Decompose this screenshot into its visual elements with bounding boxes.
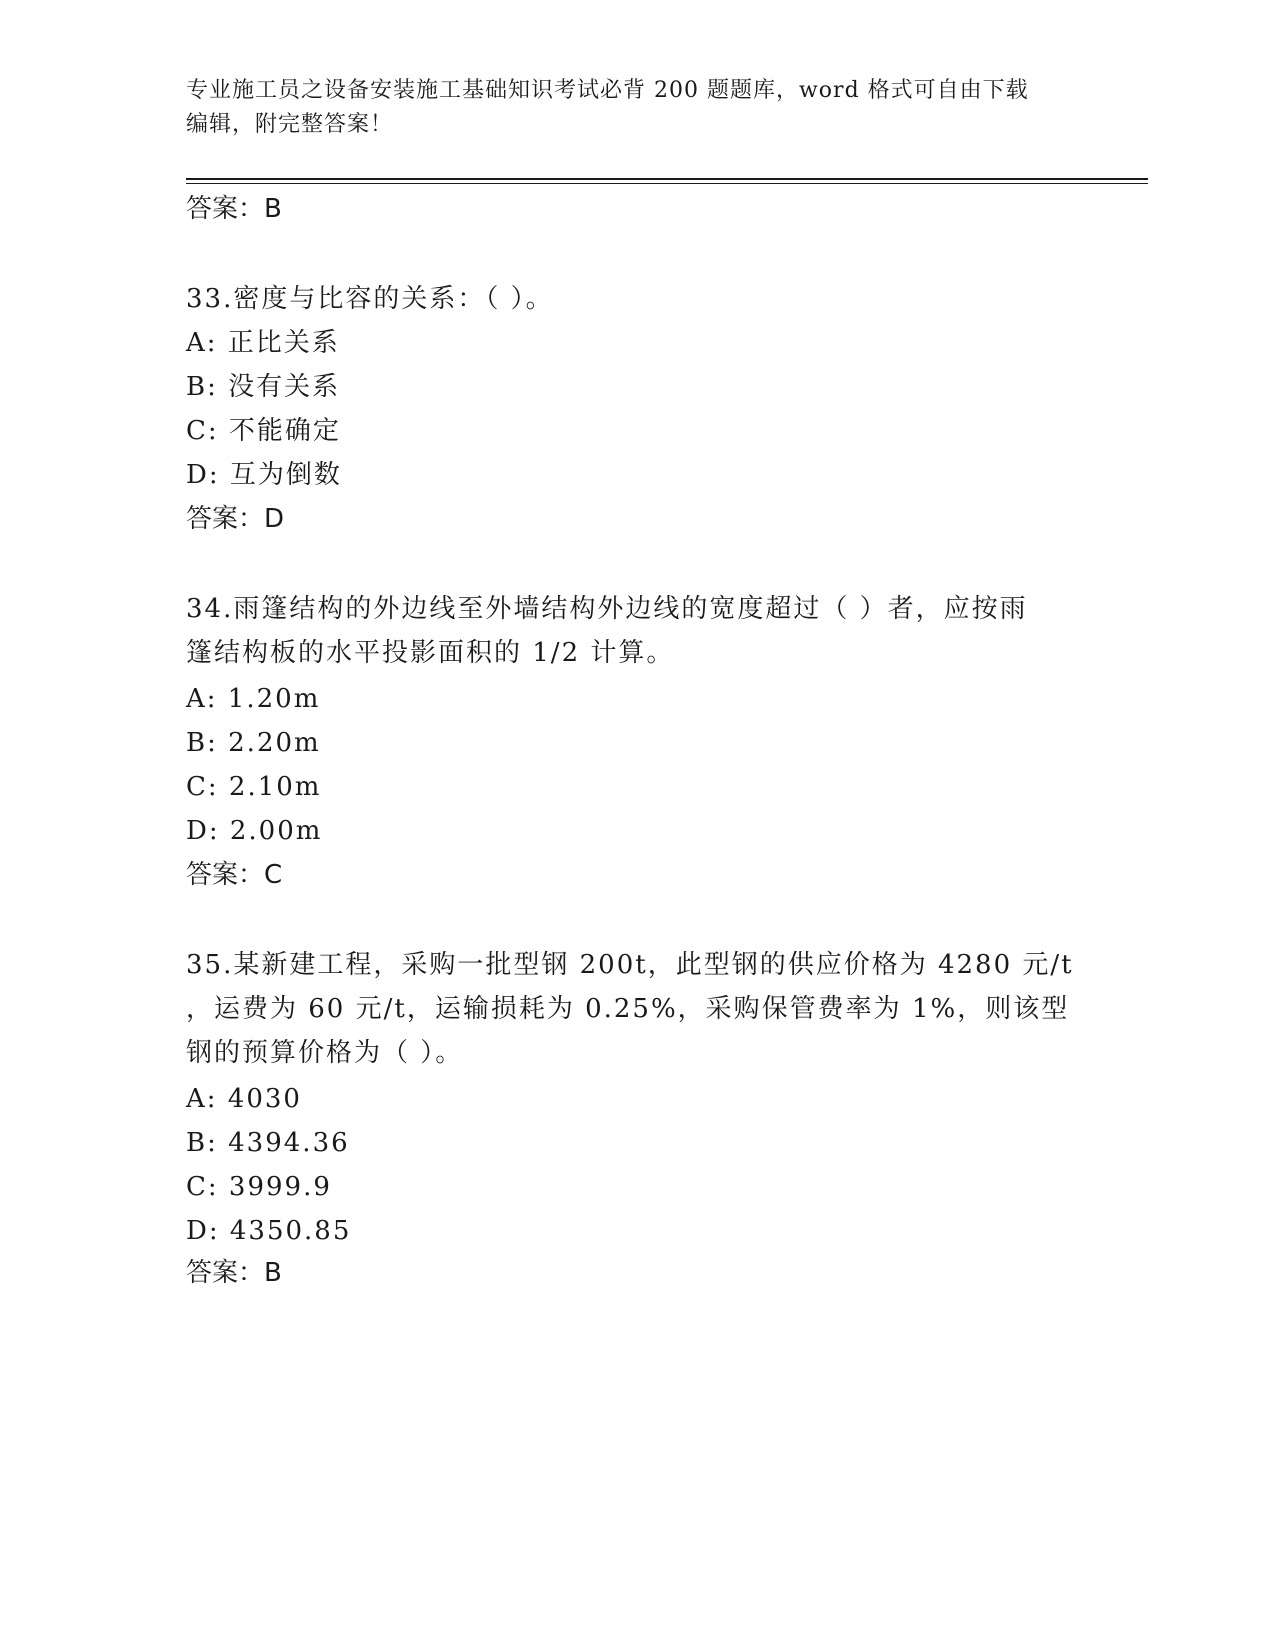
question-35-option-a: A: 4030 bbox=[186, 1084, 302, 1114]
question-35-option-b: B: 4394.36 bbox=[186, 1128, 350, 1158]
header-rule bbox=[186, 178, 1148, 180]
question-35-stem-line-1: 35.某新建工程，采购一批型钢 200t，此型钢的供应价格为 4280 元/t bbox=[186, 950, 1074, 980]
question-34-option-c: C: 2.10m bbox=[186, 772, 322, 802]
question-35-stem-line-2: ，运费为 60 元/t，运输损耗为 0.25%，采购保管费率为 1%，则该型 bbox=[186, 994, 1070, 1024]
question-34-answer: 答案：C bbox=[186, 860, 283, 890]
document-header bbox=[186, 74, 1066, 142]
question-35-option-c: C: 3999.9 bbox=[186, 1172, 332, 1202]
question-33-option-c: C: 不能确定 bbox=[186, 416, 341, 446]
answer-previous: 答案：B bbox=[186, 194, 282, 224]
question-33-answer: 答案：D bbox=[186, 504, 285, 534]
question-35-answer: 答案：B bbox=[186, 1258, 282, 1288]
header-line-1: 专业施工员之设备安装施工基础知识考试必背 200 题题库，word 格式可自由下载 bbox=[186, 78, 1029, 103]
question-34-stem-line-1: 34.雨篷结构的外边线至外墙结构外边线的宽度超过（ ）者，应按雨 bbox=[186, 594, 1028, 624]
question-34-option-b: B: 2.20m bbox=[186, 728, 321, 758]
question-35-stem-line-3: 钢的预算价格为（ ）。 bbox=[186, 1038, 464, 1068]
question-33-option-b: B: 没有关系 bbox=[186, 372, 341, 402]
question-35-option-d: D: 4350.85 bbox=[186, 1216, 352, 1246]
header-rule-thin bbox=[186, 183, 1148, 184]
question-34-stem-line-2: 篷结构板的水平投影面积的 1/2 计算。 bbox=[186, 638, 675, 668]
header-line-2: 编辑，附完整答案！ bbox=[186, 112, 394, 137]
question-33-option-d: D: 互为倒数 bbox=[186, 460, 342, 490]
question-33-stem: 33.密度与比容的关系：（ ）。 bbox=[186, 284, 554, 314]
question-34-option-a: A: 1.20m bbox=[186, 684, 321, 714]
question-34-option-d: D: 2.00m bbox=[186, 816, 323, 846]
question-33-option-a: A: 正比关系 bbox=[186, 328, 340, 358]
